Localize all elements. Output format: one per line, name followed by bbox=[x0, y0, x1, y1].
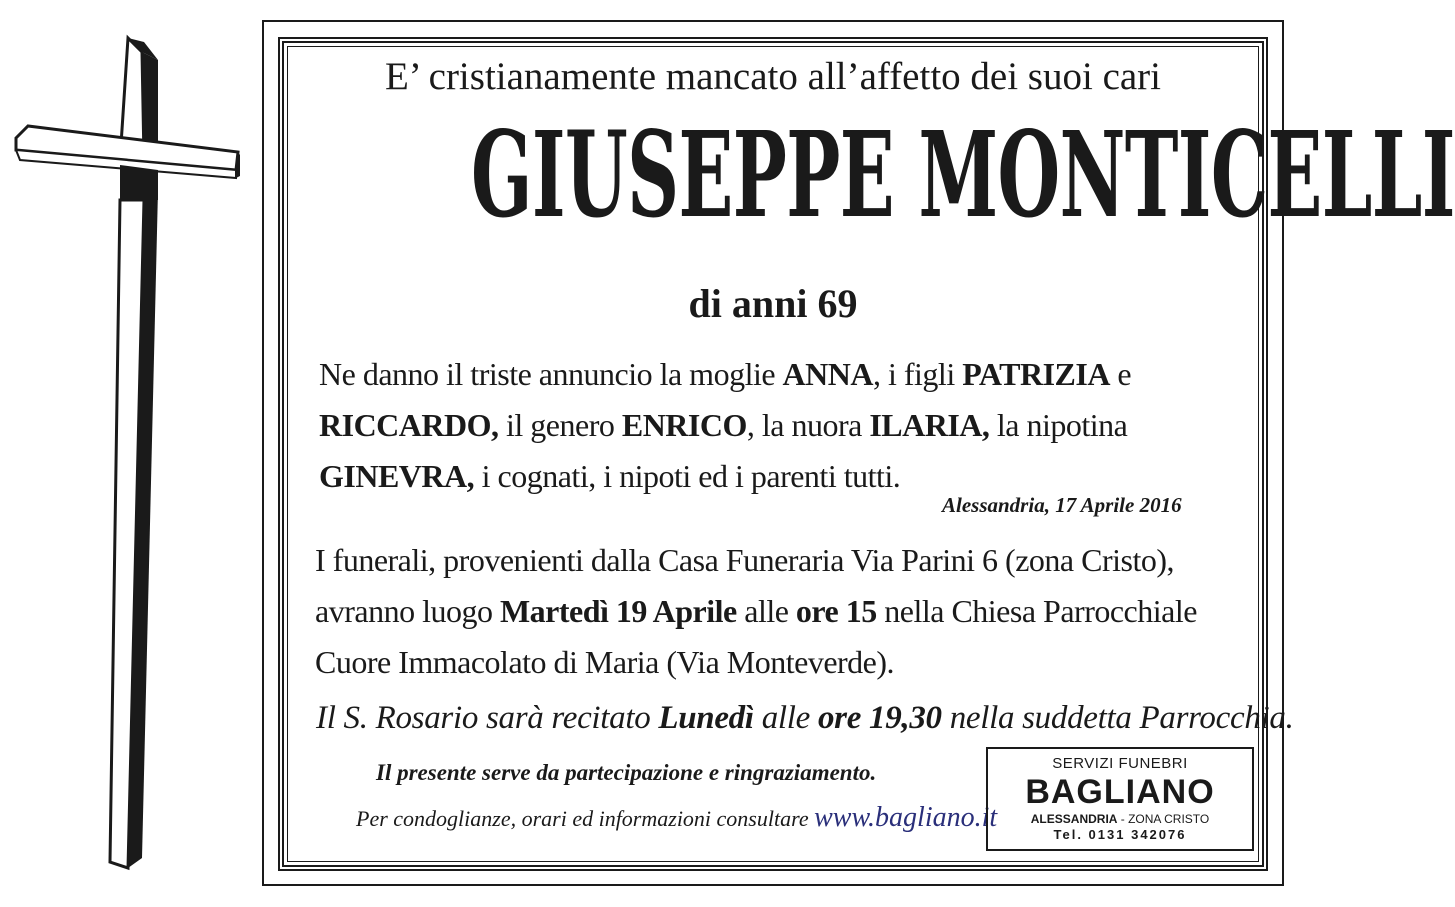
logo-subtitle: SERVIZI FUNEBRI bbox=[1052, 755, 1188, 772]
funeral-home-logo bbox=[986, 747, 1254, 851]
funeral-segment: Martedì 19 Aprile bbox=[499, 593, 737, 629]
family-segment: ANNA bbox=[782, 356, 873, 392]
family-segment: il genero bbox=[498, 407, 622, 443]
deceased-name: GIUSEPPE MONTICELLI bbox=[471, 105, 1455, 244]
funeral-segment: alle bbox=[736, 593, 796, 629]
family-segment: la nipotina bbox=[989, 407, 1128, 443]
date-text: Alessandria, 17 Aprile 2016 bbox=[942, 493, 1182, 517]
rosary-notice bbox=[316, 700, 1294, 737]
family-segment: , i figli bbox=[872, 356, 963, 392]
rosario-segment: Lunedì bbox=[658, 700, 754, 736]
family-segment: ILARIA, bbox=[869, 407, 990, 443]
funeral-segment: I funerali, provenienti dalla Casa Funeraria Via Parini 6 (zona Cristo), avranno luogo bbox=[315, 542, 1174, 629]
logo-place bbox=[988, 812, 1252, 826]
logo-city: ALESSANDRIA bbox=[1030, 812, 1118, 826]
family-segment: e bbox=[1109, 356, 1132, 392]
logo-phone: Tel. 0131 342076 bbox=[1053, 827, 1187, 842]
rosario-segment: Il S. Rosario sarà recitato bbox=[316, 700, 659, 736]
rosario-segment: nella suddetta Parrocchia. bbox=[941, 700, 1294, 736]
rosario-segment: ore 19,30 bbox=[817, 700, 942, 736]
family-segment: ENRICO bbox=[621, 407, 747, 443]
intro-text: E’ cristianamente mancato all’affetto dei suoi cari bbox=[384, 55, 1162, 98]
family-segment: , la nuora bbox=[746, 407, 870, 443]
website-link[interactable]: www.bagliano.it bbox=[814, 802, 998, 833]
family-segment: PATRIZIA bbox=[962, 356, 1110, 392]
condolences-text: Per condoglianze, orari ed informazioni consultare bbox=[356, 806, 815, 831]
logo-name: BAGLIANO bbox=[1025, 773, 1215, 811]
family-segment: Ne danno il triste annuncio la moglie bbox=[319, 356, 783, 392]
funeral-segment: ore 15 bbox=[795, 593, 877, 629]
family-segment: GINEVRA, bbox=[319, 458, 475, 494]
funeral-segment: nella Chiesa Parrocchiale Cuore Immacolato di Maria (Via Monteverde). bbox=[315, 593, 1197, 680]
funeral-details bbox=[315, 535, 1245, 688]
thanks-notice: Il presente serve da partecipazione e ringraziamento. bbox=[376, 760, 877, 785]
condolences-notice bbox=[356, 802, 997, 834]
cross-icon bbox=[8, 30, 248, 875]
family-announcement bbox=[319, 349, 1249, 502]
family-segment: RICCARDO, bbox=[319, 407, 499, 443]
rosario-segment: alle bbox=[753, 700, 818, 736]
family-segment: i cognati, i nipoti ed i parenti tutti. bbox=[474, 458, 901, 494]
logo-zone: - ZONA CRISTO bbox=[1117, 812, 1210, 826]
age-text: di anni 69 bbox=[688, 281, 858, 326]
